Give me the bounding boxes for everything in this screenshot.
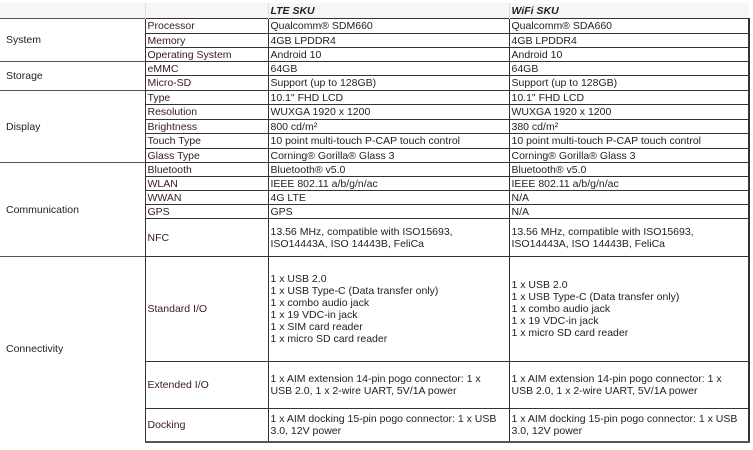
lte-value: IEEE 802.11 a/b/g/n/ac [268,177,509,191]
lte-value: 1 x AIM extension 14-pin pogo connector: 1 x USB 2.0, 1 x 2-wire UART, 5V/1A power [268,362,509,409]
lte-value: 10.1" FHD LCD [268,91,509,105]
wifi-value: 1 x USB 2.0 1 x USB Type-C (Data transfer only) 1 x combo audio jack 1 x 19 VDC-in jack 1 x micro SD card reader [509,257,749,362]
lte-value: Qualcomm® SDM660 [268,19,509,34]
lte-value: Bluetooth® v5.0 [268,163,509,177]
wifi-value: Support (up to 128GB) [509,76,749,91]
wifi-value: 380 cd/m² [509,120,749,134]
lte-value: 1 x AIM docking 15-pin pogo connector: 1 x USB 3.0, 12V power [268,409,509,442]
lte-value: Support (up to 128GB) [268,76,509,91]
spec-label: Touch Type [145,134,268,149]
spec-table [0,3,750,443]
spec-label: Processor [145,19,268,34]
lte-value: Android 10 [268,48,509,62]
spec-label: NFC [145,219,268,257]
spec-label: eMMC [145,62,268,76]
header-label [145,3,268,19]
header-wifi-sku: WiFi SKU [509,3,749,19]
spec-label: Docking [145,409,268,442]
table-row [0,163,749,177]
spec-label: Memory [145,34,268,48]
spec-label: Brightness [145,120,268,134]
wifi-value: 64GB [509,62,749,76]
lte-value: Corning® Gorilla® Glass 3 [268,149,509,163]
wifi-value: 13.56 MHz, compatible with ISO15693, ISO14443A, ISO 14443B, FeliCa [509,219,749,257]
spec-label: Resolution [145,105,268,120]
wifi-value: Qualcomm® SDA660 [509,19,749,34]
wifi-value: 1 x AIM extension 14-pin pogo connector: 1 x USB 2.0, 1 x 2-wire UART, 5V/1A power [509,362,749,409]
spec-label: Operating System [145,48,268,62]
spec-label: Extended I/O [145,362,268,409]
spec-label: WWAN [145,191,268,205]
lte-value: 1 x USB 2.0 1 x USB Type-C (Data transfer only) 1 x combo audio jack 1 x 19 VDC-in jack 1 x SIM card reader 1 x micro SD card reader [268,257,509,362]
wifi-value: Corning® Gorilla® Glass 3 [509,149,749,163]
lte-value: 4GB LPDDR4 [268,34,509,48]
wifi-value: 4GB LPDDR4 [509,34,749,48]
wifi-value: 1 x AIM docking 15-pin pogo connector: 1 x USB 3.0, 12V power [509,409,749,442]
spec-label: WLAN [145,177,268,191]
wifi-value: 10.1" FHD LCD [509,91,749,105]
lte-value: GPS [268,205,509,219]
group-label: Connectivity [0,257,145,442]
wifi-value: IEEE 802.11 a/b/g/n/ac [509,177,749,191]
wifi-value: N/A [509,205,749,219]
table-row [0,91,749,105]
header-group [0,3,145,19]
wifi-value: Bluetooth® v5.0 [509,163,749,177]
group-label: Storage [0,62,145,91]
spec-label: Glass Type [145,149,268,163]
wifi-value: Android 10 [509,48,749,62]
wifi-value: WUXGA 1920 x 1200 [509,105,749,120]
lte-value: 800 cd/m² [268,120,509,134]
spec-label: Bluetooth [145,163,268,177]
header-lte-sku: LTE SKU [268,3,509,19]
table-row [0,19,749,34]
spec-label: Type [145,91,268,105]
wifi-value: 10 point multi-touch P-CAP touch control [509,134,749,149]
header-row [0,3,749,19]
lte-value: WUXGA 1920 x 1200 [268,105,509,120]
wifi-value: N/A [509,191,749,205]
group-label: Communication [0,163,145,257]
group-label: System [0,19,145,62]
spec-label: Micro-SD [145,76,268,91]
spec-label: Standard I/O [145,257,268,362]
spec-label: GPS [145,205,268,219]
lte-value: 64GB [268,62,509,76]
lte-value: 13.56 MHz, compatible with ISO15693, ISO14443A, ISO 14443B, FeliCa [268,219,509,257]
lte-value: 4G LTE [268,191,509,205]
group-label: Display [0,91,145,163]
lte-value: 10 point multi-touch P-CAP touch control [268,134,509,149]
table-row [0,62,749,76]
table-row [0,257,749,362]
